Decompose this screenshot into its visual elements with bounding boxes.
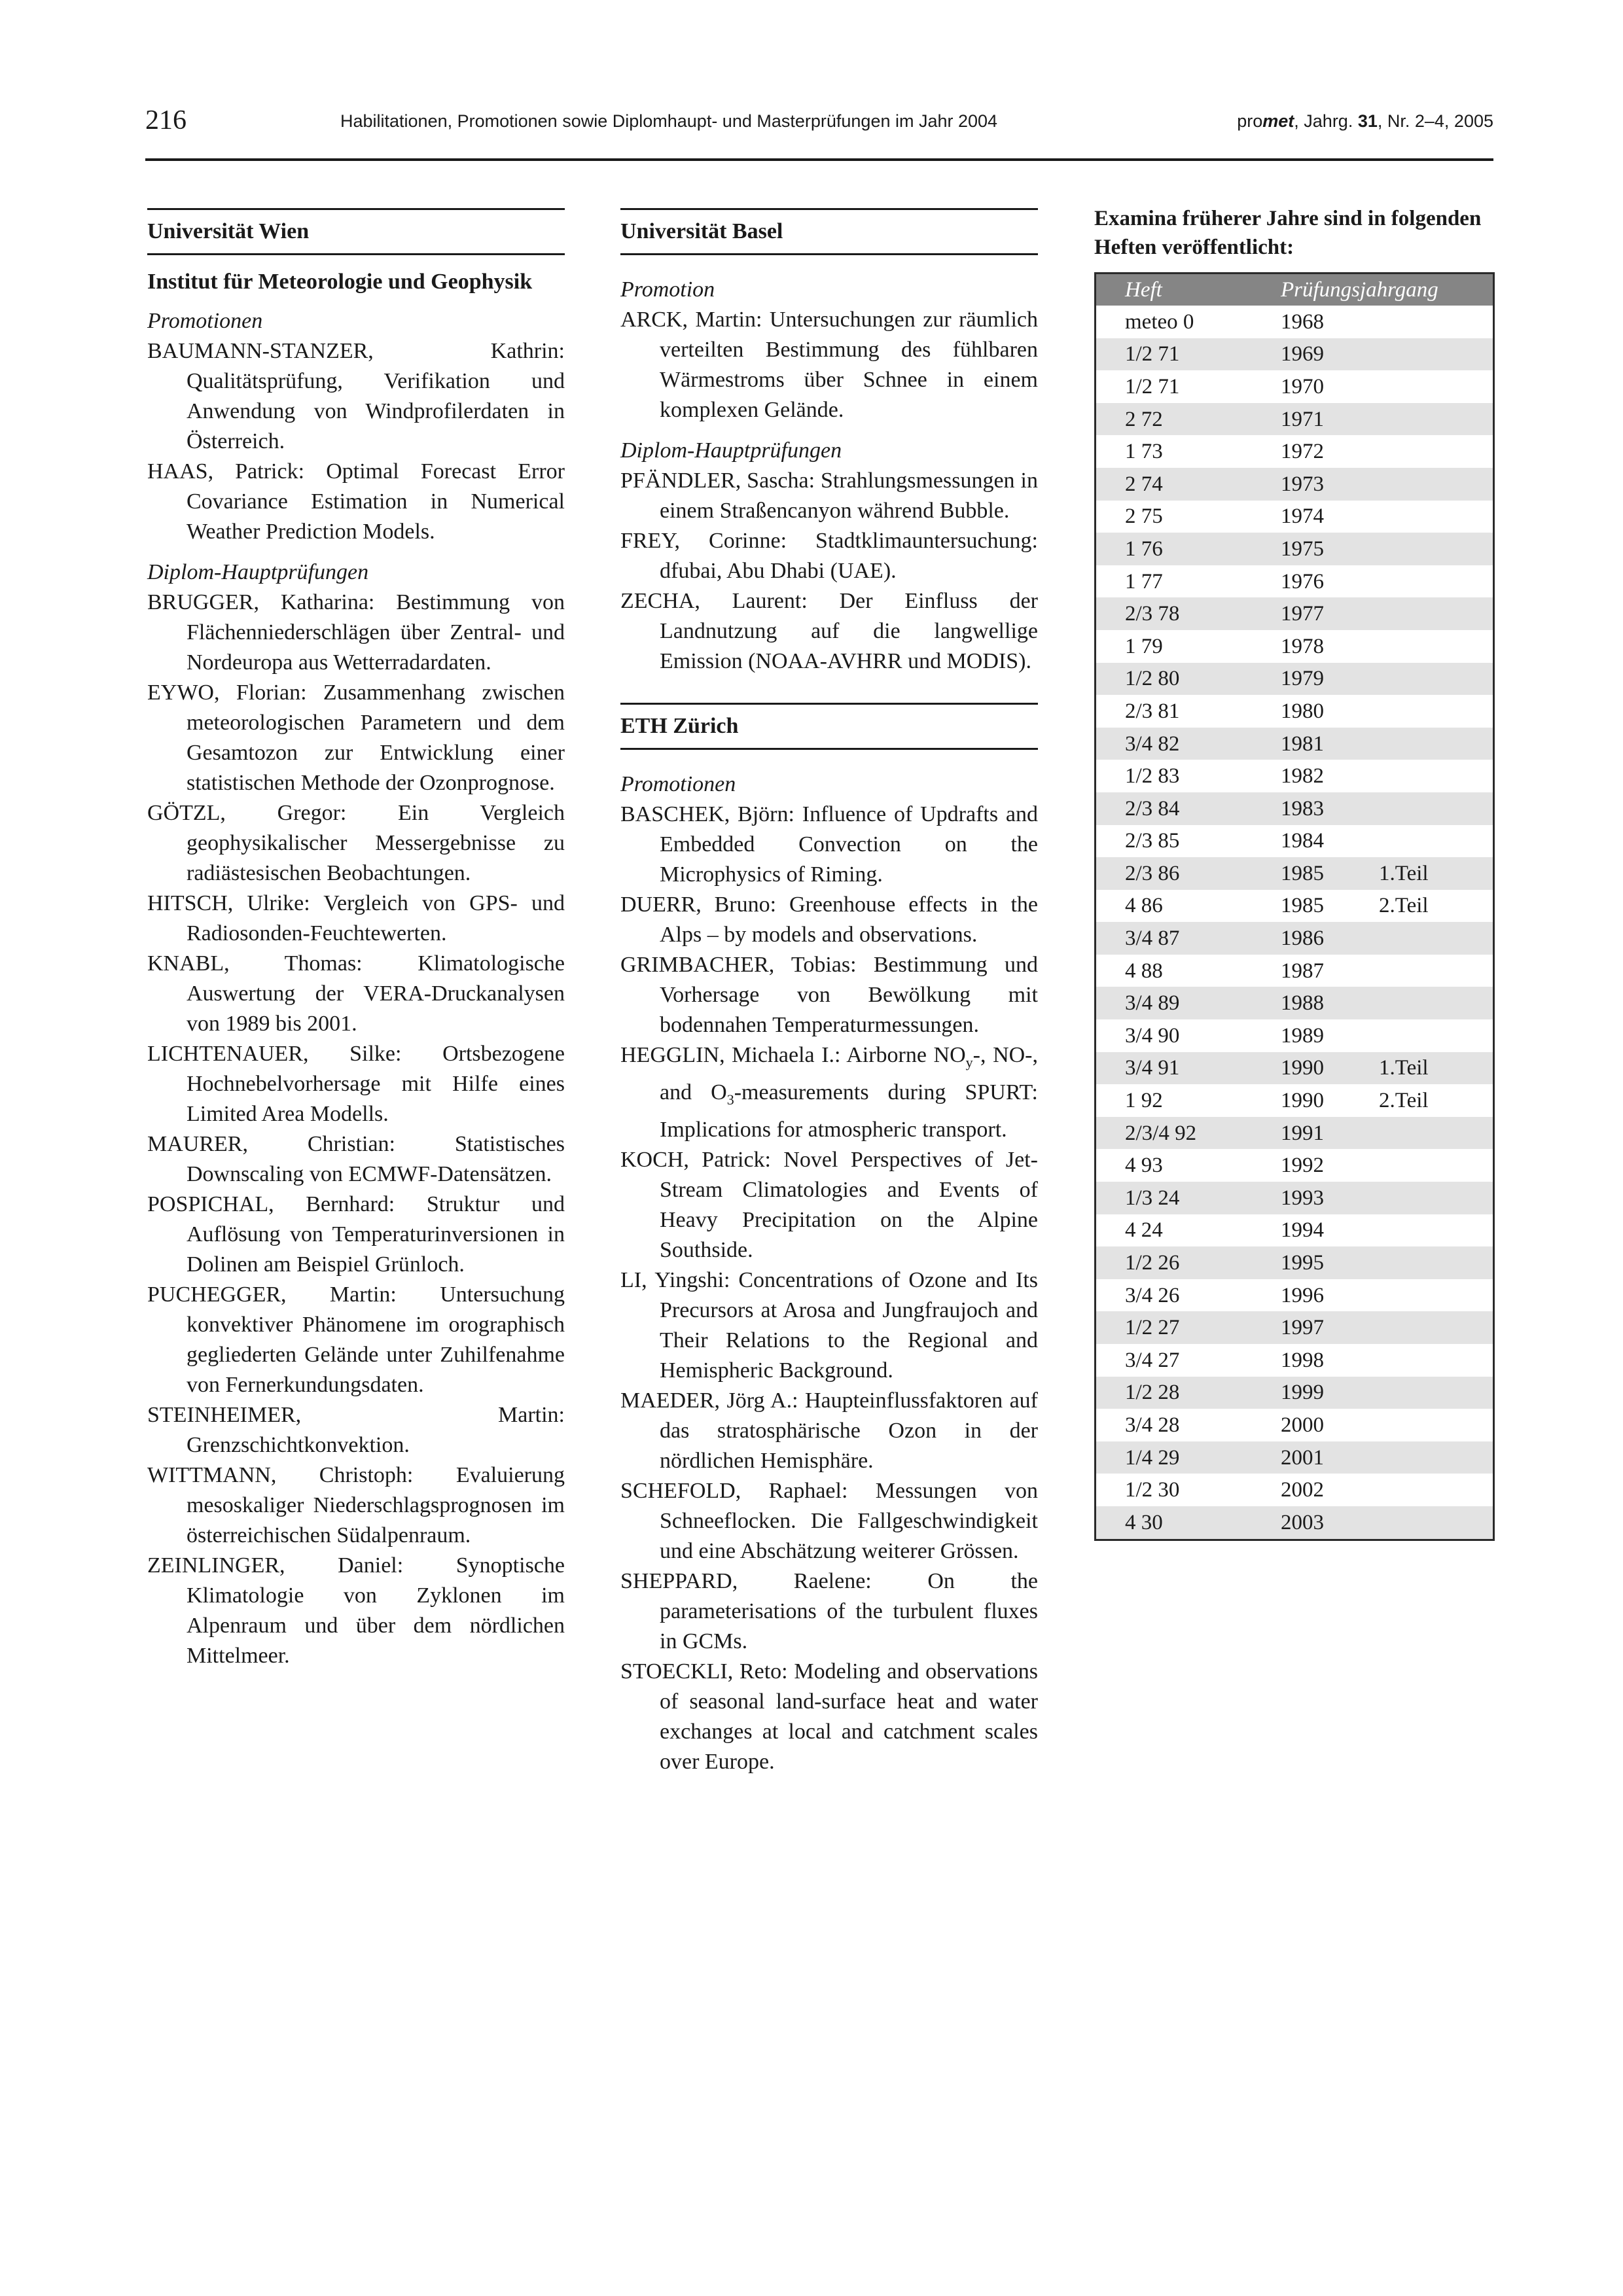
table-row	[1096, 501, 1494, 533]
cell-heft: 2/3 85	[1125, 829, 1180, 853]
entry-list-wien-promotionen	[147, 336, 565, 547]
entry-list-eth-rest	[620, 1145, 1038, 1777]
cell-heft: 3/4 89	[1096, 987, 1276, 1019]
entry: GÖTZL, Gregor: Ein Vergleich geophysikalischer Messergebnisse zu radiästesischen Beobachtungen.	[147, 801, 565, 885]
cell-year: 1975	[1275, 533, 1379, 565]
examina-intro: Examina früherer Jahre sind in folgenden Heften veröffentlicht:	[1094, 207, 1482, 259]
entry: SHEPPARD, Raelene: On the parameterisations of the turbulent fluxes in GCMs.	[620, 1568, 1038, 1653]
table-row	[1096, 630, 1494, 663]
cell-part: 1.Teil	[1379, 857, 1494, 890]
entry: STOECKLI, Reto: Modeling and observations of seasonal land-surface heat and water exchanges at local and catchment scales over Europe.	[620, 1659, 1038, 1774]
cell-part	[1379, 1311, 1494, 1344]
table-row	[1096, 306, 1494, 338]
entry-hegglin-part-c: -, NO-, and O	[660, 1043, 1038, 1104]
cell-heft: 2/3/4 92	[1096, 1117, 1276, 1150]
entry	[620, 1040, 1038, 1145]
subheading-promotion: Promotion	[620, 277, 715, 302]
entry-hegglin-sub-3: 3	[726, 1091, 734, 1108]
cell-part	[1379, 597, 1494, 630]
table-row	[1096, 468, 1494, 501]
table-row	[1096, 1019, 1494, 1052]
cell-year: 1970	[1281, 374, 1324, 398]
cell-heft: 2 72	[1096, 403, 1276, 436]
cell-heft: meteo 0	[1125, 309, 1194, 334]
cell-part	[1379, 370, 1494, 403]
cell-part	[1379, 1117, 1494, 1150]
column-wien	[147, 208, 565, 1671]
cell-part	[1379, 728, 1494, 760]
subheading-diplom: Diplom-Hauptprüfungen	[147, 560, 369, 584]
cell-year: 1991	[1275, 1117, 1379, 1150]
section-heading-eth: ETH Zürich	[620, 703, 1038, 750]
entry: KOCH, Patrick: Novel Perspectives of Jet-Stream Climatologies and Events of Heavy Precipitation on the Alpine Southside.	[620, 1147, 1038, 1262]
entry: BASCHEK, Björn: Influence of Updrafts and Embedded Convection on the Microphysics of Riming.	[620, 802, 1038, 887]
journal-year-label: , Jahrg.	[1294, 111, 1358, 131]
cell-heft: 3/4 27	[1125, 1348, 1180, 1372]
cell-heft: 1/2 71	[1096, 338, 1276, 371]
table-row	[1096, 663, 1494, 696]
cell-year: 1982	[1281, 764, 1324, 788]
cell-year: 2000	[1281, 1413, 1324, 1437]
cell-heft: 4 93	[1125, 1154, 1163, 1178]
table-row	[1096, 1409, 1494, 1441]
entry: STEINHEIMER, Martin: Grenzschichtkonvektion.	[147, 1403, 565, 1457]
cell-heft: 1 73	[1125, 440, 1163, 464]
cell-part: 2.Teil	[1379, 1089, 1429, 1113]
cell-year: 1990	[1275, 1052, 1379, 1085]
cell-year: 1972	[1281, 440, 1324, 464]
cell-part	[1379, 306, 1494, 338]
cell-part	[1379, 468, 1494, 501]
cell-part	[1379, 955, 1494, 987]
column-basel-eth	[620, 208, 1038, 1777]
table-row	[1096, 792, 1494, 825]
entry-hegglin-part-e: -measurements during SPURT: Implications for atmospheric transport.	[660, 1080, 1038, 1142]
cell-part	[1379, 1474, 1494, 1506]
table-row	[1096, 1052, 1494, 1085]
table-row	[1096, 1246, 1494, 1279]
cell-year: 1974	[1281, 504, 1324, 529]
cell-heft: 1/2 83	[1125, 764, 1180, 788]
cell-heft: 1/2 26	[1096, 1246, 1276, 1279]
cell-heft: 3/4 91	[1096, 1052, 1276, 1085]
entry: PUCHEGGER, Martin: Untersuchung konvektiver Phänomene im orographisch gegliederten Gelände unter Zuhilfenahme von Fernerkundungsdaten.	[147, 1282, 565, 1397]
cell-part	[1379, 533, 1494, 565]
cell-year: 1984	[1281, 829, 1324, 853]
cell-part	[1379, 1214, 1494, 1247]
cell-part	[1379, 695, 1494, 728]
cell-year: 1971	[1275, 403, 1379, 436]
institute-heading: Institut für Meteorologie und Geophysik	[147, 270, 533, 294]
table-row	[1096, 922, 1494, 955]
cell-year: 1998	[1281, 1348, 1324, 1372]
entry: BAUMANN-STANZER, Kathrin: Qualitätsprüfung, Verifikation und Anwendung von Windprofilerdaten in Österreich.	[147, 339, 565, 453]
cell-part	[1379, 338, 1494, 371]
cell-heft: 4 86	[1125, 894, 1163, 918]
cell-heft: 4 88	[1125, 959, 1163, 983]
journal-name-brand: met	[1262, 111, 1294, 131]
entry-list-basel-diplom	[620, 466, 1038, 677]
cell-part	[1379, 1182, 1494, 1214]
entry: WITTMANN, Christoph: Evaluierung mesoskaliger Niederschlagsprognosen im österreichischen Südalpenraum.	[147, 1463, 565, 1547]
entry: SCHEFOLD, Raphael: Messungen von Schneeflocken. Die Fallgeschwindigkeit und eine Abschätzung weiterer Grössen.	[620, 1478, 1038, 1563]
cell-part: 2.Teil	[1379, 894, 1429, 918]
table-row	[1096, 825, 1494, 858]
table-row	[1096, 338, 1494, 371]
cell-year: 1983	[1275, 792, 1379, 825]
cell-heft: 3/4 82	[1096, 728, 1276, 760]
entry-hegglin-sub-y: y	[965, 1053, 973, 1070]
cell-year: 1993	[1275, 1182, 1379, 1214]
entry: KNABL, Thomas: Klimatologische Auswertung der VERA-Druckanalysen von 1989 bis 2001.	[147, 951, 565, 1036]
cell-year: 1980	[1281, 699, 1324, 723]
table-row	[1096, 857, 1494, 890]
subheading-promotionen: Promotionen	[147, 309, 263, 333]
cell-year: 1977	[1275, 597, 1379, 630]
cell-part	[1379, 922, 1494, 955]
table-row	[1096, 955, 1494, 987]
cell-year: 1992	[1281, 1154, 1324, 1178]
cell-year: 1985	[1275, 857, 1379, 890]
table-row	[1096, 1474, 1494, 1506]
cell-heft: 3/4 28	[1125, 1413, 1180, 1437]
cell-part	[1379, 1409, 1494, 1441]
entry-list-basel-promotion	[620, 305, 1038, 425]
column-header-jahrgang: Prüfungsjahrgang	[1275, 274, 1494, 306]
section-heading-wien: Universität Wien	[147, 208, 565, 255]
journal-issue: , Nr. 2–4, 2005	[1377, 111, 1493, 131]
entry: PFÄNDLER, Sascha: Strahlungsmessungen in einem Straßencanyon während Bubble.	[620, 468, 1038, 523]
cell-part	[1379, 1019, 1494, 1052]
cell-heft: 4 24	[1125, 1218, 1163, 1243]
cell-heft: 3/4 87	[1096, 922, 1276, 955]
cell-heft: 1/2 30	[1125, 1478, 1180, 1502]
entry: DUERR, Bruno: Greenhouse effects in the Alps – by models and observations.	[620, 892, 1038, 947]
entry: ARCK, Martin: Untersuchungen zur räumlich verteilten Bestimmung des fühlbaren Wärmestroms über Schnee in einem komplexen Gelände.	[620, 308, 1038, 422]
cell-part	[1379, 760, 1494, 792]
cell-part	[1379, 630, 1494, 663]
cell-year: 1994	[1281, 1218, 1324, 1243]
table-row	[1096, 1377, 1494, 1409]
cell-heft: 1/2 28	[1096, 1377, 1276, 1409]
entry: HAAS, Patrick: Optimal Forecast Error Covariance Estimation in Numerical Weather Prediction Models.	[147, 459, 565, 544]
table-row	[1096, 1084, 1494, 1117]
cell-part	[1379, 435, 1494, 468]
cell-part	[1379, 565, 1494, 598]
table-row	[1096, 403, 1494, 436]
cell-heft: 1/3 24	[1096, 1182, 1276, 1214]
subheading-promotionen-eth: Promotionen	[620, 772, 736, 796]
table-row	[1096, 565, 1494, 598]
cell-year: 2001	[1275, 1441, 1379, 1474]
table-row	[1096, 728, 1494, 760]
cell-heft: 2/3 84	[1096, 792, 1276, 825]
cell-heft: 2 75	[1125, 504, 1163, 529]
cell-year: 1976	[1281, 569, 1324, 593]
journal-volume: 31	[1357, 111, 1378, 131]
journal-name-prefix: pro	[1237, 111, 1263, 131]
cell-part	[1379, 825, 1494, 858]
entry: FREY, Corinne: Stadtklimauntersuchung: dfubai, Abu Dhabi (UAE).	[620, 529, 1038, 583]
cell-year: 1987	[1281, 959, 1324, 983]
table-row	[1096, 760, 1494, 792]
table-row	[1096, 533, 1494, 565]
cell-part	[1379, 403, 1494, 436]
cell-part	[1379, 1246, 1494, 1279]
cell-year: 2002	[1281, 1478, 1324, 1502]
cell-year: 1981	[1275, 728, 1379, 760]
cell-heft: 2/3 81	[1125, 699, 1180, 723]
cell-year: 1989	[1281, 1023, 1324, 1048]
entry: POSPICHAL, Bernhard: Struktur und Auflösung von Temperaturinversionen in Dolinen am Beispiel Grünloch.	[147, 1192, 565, 1277]
cell-year: 1996	[1281, 1283, 1324, 1307]
cell-year: 1999	[1275, 1377, 1379, 1409]
entry: LI, Yingshi: Concentrations of Ozone and Its Precursors at Arosa and Jungfraujoch and Their Relations to the Regional and Hemispheric Background.	[620, 1267, 1038, 1383]
page-number: 216	[145, 105, 187, 135]
entry-hegglin-part-a: HEGGLIN, Michaela I.: Airborne NO	[620, 1043, 966, 1067]
entry: GRIMBACHER, Tobias: Bestimmung und Vorhersage von Bewölkung mit bodennahen Temperaturmessungen.	[620, 953, 1038, 1037]
heft-table	[1094, 272, 1495, 1541]
table-row	[1096, 370, 1494, 403]
table-row	[1096, 435, 1494, 468]
entry-list-wien-diplom	[147, 588, 565, 1671]
cell-year: 1995	[1275, 1246, 1379, 1279]
table-row	[1096, 1214, 1494, 1247]
cell-heft: 1 79	[1125, 634, 1163, 658]
cell-heft: 1 77	[1125, 569, 1163, 593]
cell-heft: 1/2 71	[1125, 374, 1180, 398]
table-row	[1096, 1311, 1494, 1344]
entry-list-eth-promotionen	[620, 800, 1038, 1040]
table-row	[1096, 597, 1494, 630]
entry: ZECHA, Laurent: Der Einfluss der Landnutzung auf die langwellige Emission (NOAA-AVHRR und MODIS).	[620, 589, 1038, 673]
running-title: Habilitationen, Promotionen sowie Diplomhaupt- und Masterprüfungen im Jahr 2004	[340, 111, 998, 131]
table-row	[1096, 987, 1494, 1019]
subheading-diplom-basel: Diplom-Hauptprüfungen	[620, 438, 842, 463]
cell-heft: 2/3 78	[1096, 597, 1276, 630]
cell-heft: 3/4 90	[1125, 1023, 1180, 1048]
cell-heft: 1/2 27	[1096, 1311, 1276, 1344]
entry: HITSCH, Ulrike: Vergleich von GPS- und Radiosonden-Feuchtewerten.	[147, 891, 565, 945]
cell-heft: 3/4 26	[1125, 1283, 1180, 1307]
cell-part	[1379, 1279, 1494, 1312]
table-header-row	[1096, 274, 1494, 306]
entry: BRUGGER, Katharina: Bestimmung von Flächenniederschlägen über Zentral- und Nordeuropa aus Wetterradardaten.	[147, 590, 565, 675]
cell-heft: 1/4 29	[1096, 1441, 1276, 1474]
cell-part	[1379, 1441, 1494, 1474]
cell-part	[1379, 987, 1494, 1019]
table-row	[1096, 1149, 1494, 1182]
table-row	[1096, 1506, 1494, 1540]
cell-year: 1988	[1275, 987, 1379, 1019]
cell-year: 1969	[1275, 338, 1379, 371]
column-header-heft: Heft	[1096, 274, 1276, 306]
cell-part	[1379, 1506, 1494, 1540]
cell-year: 1968	[1281, 309, 1324, 334]
cell-year: 2003	[1275, 1506, 1379, 1540]
journal-citation	[1237, 111, 1493, 132]
cell-heft: 1/2 80	[1096, 663, 1276, 696]
table-row	[1096, 1441, 1494, 1474]
cell-part	[1379, 1377, 1494, 1409]
table-row	[1096, 1344, 1494, 1377]
table-row	[1096, 695, 1494, 728]
cell-year: 1990	[1281, 1089, 1324, 1113]
cell-heft: 2/3 86	[1096, 857, 1276, 890]
column-examina	[1094, 208, 1495, 1541]
cell-heft: 4 30	[1096, 1506, 1276, 1540]
entry-list-eth-hegglin	[620, 1040, 1038, 1145]
cell-part: 1.Teil	[1379, 1052, 1494, 1085]
section-heading-basel: Universität Basel	[620, 208, 1038, 255]
entry: MAEDER, Jörg A.: Haupteinflussfaktoren auf das stratosphärische Ozon in der nördlichen Hemisphäre.	[620, 1388, 1038, 1473]
cell-part	[1379, 663, 1494, 696]
table-row	[1096, 1279, 1494, 1312]
entry: LICHTENAUER, Silke: Ortsbezogene Hochnebelvorhersage mit Hilfe eines Limited Area Modells.	[147, 1042, 565, 1126]
cell-part	[1379, 792, 1494, 825]
entry: MAURER, Christian: Statistisches Downscaling von ECMWF-Datensätzen.	[147, 1132, 565, 1186]
table-body	[1096, 306, 1494, 1540]
cell-part	[1379, 1149, 1494, 1182]
cell-heft: 1 92	[1125, 1089, 1163, 1113]
table-row	[1096, 1182, 1494, 1214]
cell-year: 1986	[1275, 922, 1379, 955]
cell-year: 1997	[1275, 1311, 1379, 1344]
cell-year: 1973	[1275, 468, 1379, 501]
cell-part	[1379, 501, 1494, 533]
page-header	[145, 105, 1493, 161]
entry: EYWO, Florian: Zusammenhang zwischen meteorologischen Parametern und dem Gesamtozon zur Entwicklung einer statistischen Methode der Ozonprognose.	[147, 680, 565, 795]
table-row	[1096, 1117, 1494, 1150]
cell-part	[1379, 1344, 1494, 1377]
entry: ZEINLINGER, Daniel: Synoptische Klimatologie von Zyklonen im Alpenraum und über dem nördlichen Mittelmeer.	[147, 1553, 565, 1668]
cell-year: 1979	[1275, 663, 1379, 696]
cell-heft: 1 76	[1096, 533, 1276, 565]
cell-year: 1978	[1281, 634, 1324, 658]
cell-heft: 2 74	[1096, 468, 1276, 501]
table-row	[1096, 890, 1494, 923]
cell-year: 1985	[1281, 894, 1324, 918]
